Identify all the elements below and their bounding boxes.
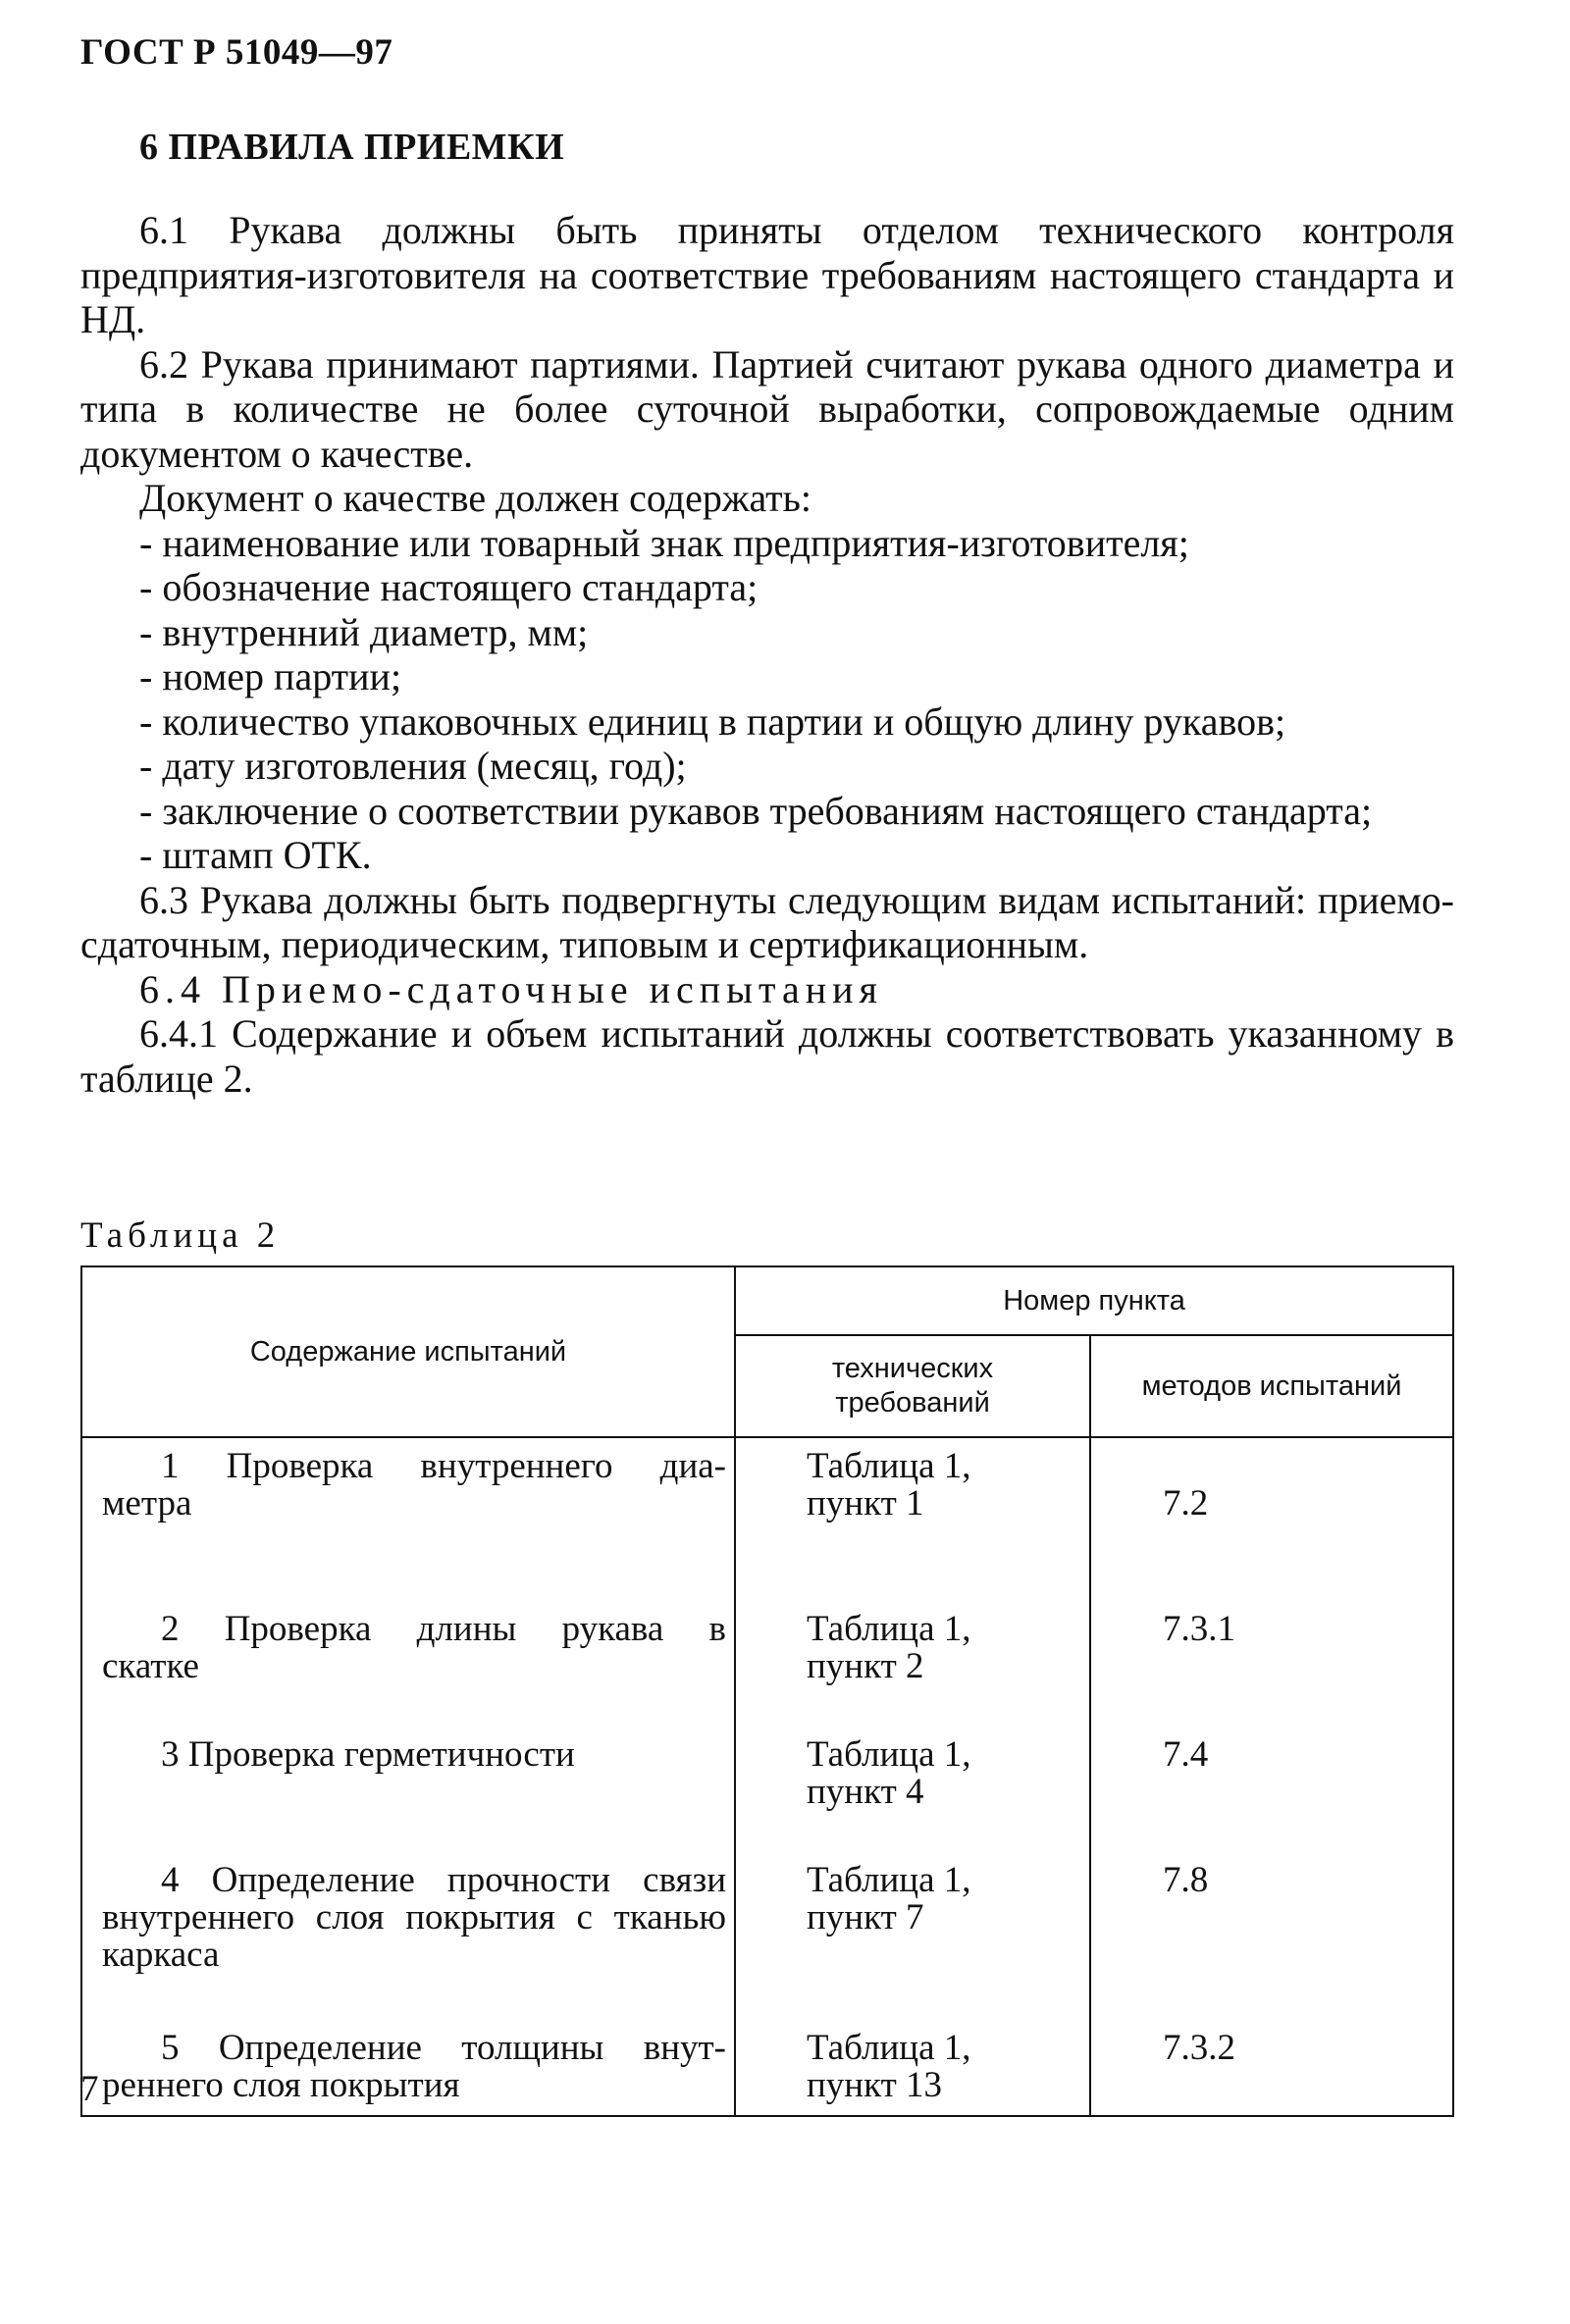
cell-technical-line: пункт 7	[807, 1897, 924, 1937]
table-row	[81, 2020, 1453, 2116]
cell-content-line: 4 Определение прочности связи	[161, 1860, 726, 1900]
list-item: - номер партии;	[139, 654, 402, 698]
list-item: - обозначение настоящего стандарта;	[139, 565, 759, 609]
cell-technical-line: пункт 13	[807, 2065, 943, 2105]
table-row	[81, 1852, 1453, 2020]
document-contents-intro: Документ о качестве должен содержать:	[139, 476, 812, 520]
section-body	[80, 208, 1454, 1101]
list-item: - количество упаковочных единиц в партии и общую длину рукавов;	[139, 698, 1286, 744]
section-title: 6 ПРАВИЛА ПРИЕМКИ	[139, 127, 565, 168]
subsection-6-4-title: 6.4 Приемо-сдаточные испытания	[139, 966, 883, 1011]
list-item: - дату изготовления (месяц, год);	[139, 744, 687, 788]
cell-technical-line: пункт 2	[807, 1646, 924, 1686]
cell-content-line: скатке	[102, 1646, 199, 1686]
cell-content-line: реннего слоя покрытия	[102, 2065, 460, 2105]
cell-technical	[735, 1437, 1090, 1601]
header-item-number: Номер пункта	[735, 1266, 1453, 1335]
standard-header: ГОСТ Р 51049—97	[80, 32, 393, 73]
paragraph-6-1: 6.1 Рукава должны быть приняты отделом технического контроля предприятия-изготовителя на соответствие требованиям настоящего стандарта и НД.	[80, 208, 1454, 341]
cell-technical-line: Таблица 1,	[807, 1860, 971, 1900]
cell-content	[81, 1852, 735, 2020]
cell-technical	[735, 1727, 1090, 1852]
cell-content-line: внутреннего слоя покрытия с тканью каркаса	[102, 1897, 726, 1975]
header-technical-requirements	[735, 1335, 1090, 1437]
cell-method: 7.3.2	[1090, 2020, 1453, 2116]
cell-content	[81, 1437, 735, 1601]
cell-content-line: 3 Проверка герметичности	[161, 1734, 575, 1775]
cell-content	[81, 1727, 735, 1852]
cell-content	[81, 1601, 735, 1727]
table-header-row	[81, 1266, 1453, 1335]
header-technical-line: технических	[831, 1353, 994, 1384]
cell-technical-line: Таблица 1,	[807, 1734, 971, 1775]
cell-technical-line: Таблица 1,	[807, 2028, 971, 2068]
cell-method: 7.4	[1090, 1727, 1453, 1852]
table-row	[81, 1601, 1453, 1727]
cell-content-line: метра	[102, 1483, 192, 1524]
cell-method: 7.2	[1090, 1437, 1453, 1601]
cell-method: 7.3.1	[1090, 1601, 1453, 1727]
cell-content-line: 5 Определение толщины внут-	[161, 2028, 726, 2068]
cell-technical-line: пункт 1	[807, 1483, 924, 1524]
cell-method: 7.8	[1090, 1852, 1453, 2020]
cell-technical-line: Таблица 1,	[807, 1446, 971, 1486]
cell-technical	[735, 2020, 1090, 2116]
header-technical-line: требований	[835, 1387, 990, 1419]
list-item: - внутренний диаметр, мм;	[139, 609, 589, 654]
list-item: - штамп ОТК.	[139, 833, 372, 877]
header-content: Содержание испытаний	[81, 1266, 735, 1437]
list-item: - заключение о соответствии рукавов требованиям настоящего стандарта;	[139, 788, 1373, 833]
cell-content-line: 1 Проверка внутреннего диа-	[161, 1446, 726, 1486]
table-caption: Таблица 2	[80, 1215, 281, 1256]
paragraph-6-3: 6.3 Рукава должны быть подвергнуты следующим видам испытаний: приемо-сдаточным, периодическим, типовым и сертификационным.	[80, 877, 1454, 966]
cell-content	[81, 2020, 735, 2116]
table-row	[81, 1727, 1453, 1852]
paragraph-6-4-1: 6.4.1 Содержание и объем испытаний должны соответствовать указанному в таблице 2.	[80, 1011, 1454, 1101]
list-item: - наименование или товарный знак предприятия-изготовителя;	[139, 520, 1189, 565]
cell-technical-line: Таблица 1,	[807, 1609, 971, 1649]
cell-technical	[735, 1601, 1090, 1727]
header-test-methods: методов испытаний	[1090, 1335, 1453, 1437]
page-number: 7	[80, 2069, 99, 2109]
cell-content-line: 2 Проверка длины рукава в	[161, 1609, 726, 1649]
cell-technical-line: пункт 4	[807, 1772, 924, 1812]
cell-technical	[735, 1852, 1090, 2020]
table-row	[81, 1437, 1453, 1601]
test-contents-table	[80, 1265, 1454, 2117]
paragraph-6-2: 6.2 Рукава принимают партиями. Партией считают рукава одного диаметра и типа в количестве не более суточной выработки, сопровождаемые одним документом о качестве.	[80, 341, 1454, 476]
